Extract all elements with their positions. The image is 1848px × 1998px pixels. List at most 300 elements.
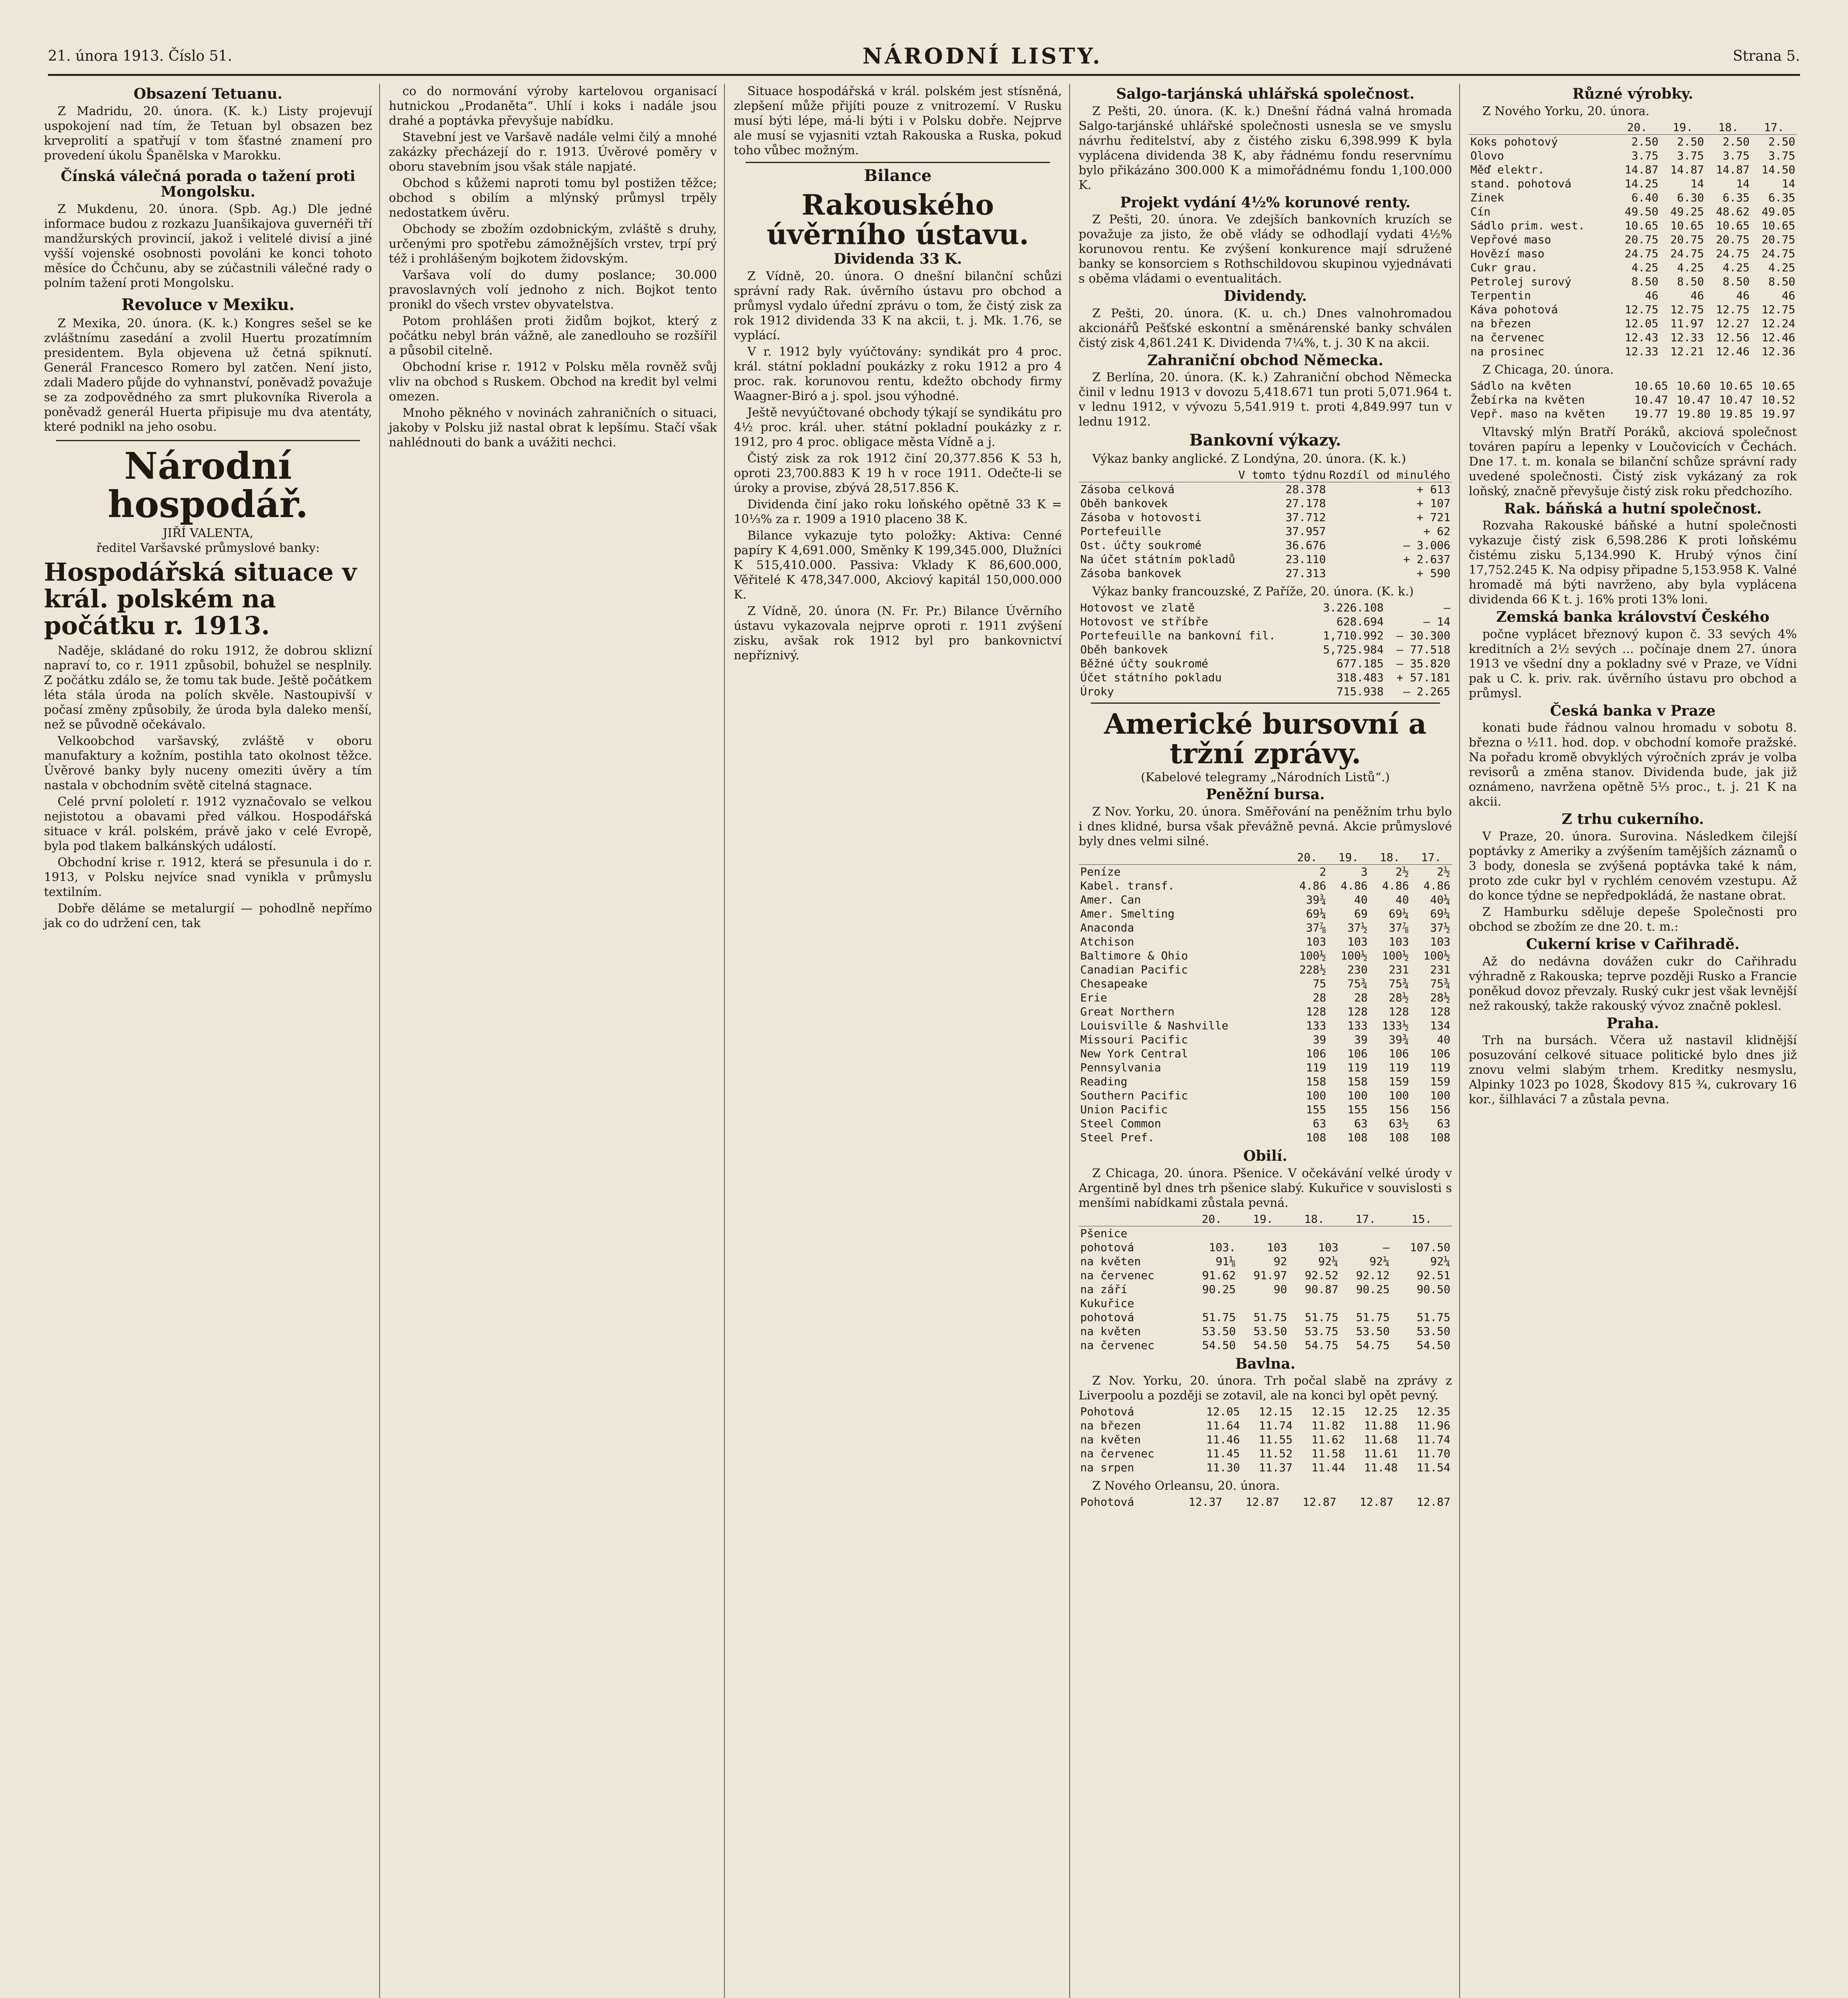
table-row bbox=[1469, 316, 1797, 330]
columns bbox=[44, 84, 1804, 1998]
table-cell: 39¾ bbox=[1388, 1033, 1409, 1046]
table-cell: 51.75 bbox=[1416, 1310, 1450, 1324]
table-cell: 20.75 bbox=[1716, 233, 1750, 246]
table-row bbox=[1079, 671, 1452, 685]
headline: Zemská banka království Českého bbox=[1496, 609, 1770, 626]
table-cell: + 590 bbox=[1416, 567, 1450, 580]
table-cell: 2 bbox=[1319, 865, 1327, 878]
table-header-cell bbox=[1079, 850, 1287, 865]
table-cell: 27.313 bbox=[1285, 567, 1326, 580]
table-cell: + 613 bbox=[1416, 483, 1450, 496]
table-row bbox=[1079, 1089, 1452, 1102]
table-cell: na červenec bbox=[1080, 1338, 1154, 1352]
table-cell: 11.54 bbox=[1416, 1461, 1450, 1475]
headline: Česká banka v Praze bbox=[1550, 702, 1716, 719]
table-cell: Steel Common bbox=[1080, 1116, 1161, 1130]
table-cell: 2½ bbox=[1395, 865, 1409, 878]
table-cell bbox=[1289, 1296, 1340, 1310]
table-cell: 48.62 bbox=[1716, 205, 1750, 218]
table-cell: 318.483 bbox=[1336, 671, 1384, 685]
table-cell: 100 bbox=[1388, 1089, 1409, 1102]
table-cell: 11.48 bbox=[1364, 1461, 1398, 1475]
table-row bbox=[1469, 191, 1797, 205]
table-cell: 11.46 bbox=[1206, 1433, 1240, 1447]
table-cell: — 35.820 bbox=[1396, 657, 1450, 671]
table-cell: 75¾ bbox=[1347, 977, 1368, 990]
table-cell: 51.75 bbox=[1202, 1310, 1236, 1324]
table-row bbox=[1079, 963, 1452, 977]
paragraph: co do normování výroby kartelovou organisací hutnickou „Prodaněta“. Uhlí i koks i nadále jsou drahé a poptávka převyšuje nabídku. bbox=[389, 84, 717, 128]
table-cell: 46 bbox=[1645, 289, 1659, 302]
table-cell: 134 bbox=[1430, 1019, 1450, 1032]
table-cell: 4.86 bbox=[1299, 879, 1327, 892]
author: JIŘÍ VALENTA, bbox=[163, 526, 253, 540]
paragraph: Z Nov. Yorku, 20. února. Trh počal slabě na zprávy z Liverpoolu a později se zotavil, ale na konci byl opět pevný. bbox=[1078, 1374, 1452, 1403]
table-cell: 10.65 bbox=[1670, 219, 1704, 232]
table-header-cell: 18. bbox=[1706, 120, 1751, 135]
table-cell: 39¾ bbox=[1306, 893, 1327, 906]
table-cell: 12.37 bbox=[1188, 1495, 1223, 1509]
headline: Revoluce v Mexiku. bbox=[121, 295, 295, 314]
headline-big: Rakouského úvěrního ústavu. bbox=[766, 188, 1029, 251]
subheadline: Výkaz banky anglické. Z Londýna, 20. února. (K. k.) bbox=[1092, 452, 1406, 466]
table-row bbox=[1079, 1047, 1452, 1061]
table-cell: 106 bbox=[1430, 1047, 1450, 1060]
table-row bbox=[1079, 629, 1452, 643]
table-row bbox=[1469, 393, 1797, 407]
table-cell: 46 bbox=[1782, 289, 1796, 302]
bank-of-france-table bbox=[1079, 601, 1452, 699]
table-cell: 3 bbox=[1361, 865, 1368, 878]
table-cell: 53.75 bbox=[1305, 1324, 1339, 1338]
table-cell: 155 bbox=[1306, 1102, 1327, 1116]
table-cell: 91⅛ bbox=[1215, 1254, 1236, 1268]
table-cell: 159 bbox=[1430, 1075, 1450, 1088]
table-cell: Žebírka na květen bbox=[1470, 393, 1585, 406]
table-cell: 75¾ bbox=[1430, 977, 1450, 990]
table-cell: 69 bbox=[1354, 907, 1368, 920]
table-cell: Účet státního pokladu bbox=[1080, 671, 1222, 685]
table-row bbox=[1079, 1268, 1452, 1282]
table-cell: 12.75 bbox=[1716, 302, 1750, 316]
table-cell: 11.74 bbox=[1259, 1419, 1293, 1433]
table-cell: Sádlo na květen bbox=[1470, 379, 1571, 392]
table-cell: 100½ bbox=[1423, 949, 1450, 962]
table-row bbox=[1079, 615, 1452, 629]
table-cell: 24.75 bbox=[1761, 247, 1796, 260]
table-row bbox=[1079, 601, 1452, 615]
table-cell: 37⅞ bbox=[1388, 921, 1409, 934]
cotton-orleans-table bbox=[1079, 1495, 1452, 1509]
table-cell: stand. pohotová bbox=[1470, 177, 1571, 190]
table-cell: 49.05 bbox=[1761, 205, 1796, 218]
table-cell: 128 bbox=[1430, 1005, 1450, 1018]
table-cell: 10.60 bbox=[1677, 379, 1711, 392]
table-header-cell: 20. bbox=[1614, 120, 1660, 135]
table-cell: 90.25 bbox=[1356, 1282, 1390, 1296]
table-cell: 2½ bbox=[1437, 865, 1450, 878]
table-cell: Sádlo prim. west. bbox=[1470, 219, 1585, 232]
table-cell: Vepřové maso bbox=[1470, 233, 1552, 246]
paragraph: V Praze, 20. února. Surovina. Následkem čilejší poptávky z Ameriky a zvýšením tamějších záznamů o 3 body, donesla se zvýšená poptávka také k nám, proto zde cukr byl v rychlém cenovém vzestupu. Až do konce týdne se nepředpokládá, že nastane obrat. bbox=[1468, 829, 1797, 903]
table-cell: 49.25 bbox=[1670, 205, 1704, 218]
section-banner-narodni-hospodar: Národní hospodář. bbox=[107, 444, 308, 526]
table-cell: 11.44 bbox=[1311, 1461, 1345, 1475]
table-cell: Union Pacific bbox=[1080, 1102, 1168, 1116]
table-cell: 63½ bbox=[1388, 1116, 1409, 1130]
table-cell: 128 bbox=[1388, 1005, 1409, 1018]
table-cell: 4.25 bbox=[1677, 261, 1704, 274]
table-row bbox=[1469, 149, 1797, 163]
table-cell bbox=[1391, 1296, 1452, 1310]
paragraph: Z Hamburku sděluje depeše Společnosti pro obchod se zbožím ze dne 20. t. m.: bbox=[1468, 905, 1797, 934]
column-2 bbox=[389, 84, 725, 1998]
table-cell: 14.25 bbox=[1625, 177, 1659, 190]
table-cell: 28 bbox=[1354, 991, 1368, 1004]
table-cell: 231 bbox=[1430, 963, 1450, 976]
paragraph: Naděje, skládané do roku 1912, že dobrou sklizní napraví to, co r. 1911 způsobil, bohužel se nesplnily. Z počátku zdálo se, že tomu tak bude. Ještě počátkem léta stála úroda na polích skvěle. Nastoupivší v počasí změny způsobily, že úroda byla daleko menší, než se původně očekávalo. bbox=[44, 643, 372, 732]
section-banner-americke: Americké bursovní a tržní zprávy. bbox=[1104, 707, 1427, 770]
table-cell: 54.50 bbox=[1202, 1338, 1236, 1352]
table-header-cell: 18. bbox=[1369, 850, 1411, 865]
subheadline: Z Chicaga, 20. února. bbox=[1482, 362, 1614, 377]
table-cell: — 14 bbox=[1423, 615, 1450, 629]
table-row bbox=[1079, 1433, 1452, 1447]
table-cell: 11.64 bbox=[1206, 1419, 1240, 1433]
table-cell: Baltimore & Ohio bbox=[1080, 949, 1188, 962]
table-cell: 14.87 bbox=[1670, 163, 1704, 176]
table-cell: na září bbox=[1080, 1282, 1128, 1296]
table-cell: Terpentin bbox=[1470, 289, 1531, 302]
table-cell: Pohotová bbox=[1080, 1495, 1134, 1509]
table-cell: 12.75 bbox=[1625, 302, 1659, 316]
table-cell: 63 bbox=[1437, 1116, 1450, 1130]
table-cell: 119 bbox=[1306, 1061, 1327, 1074]
table-cell: 12.46 bbox=[1716, 344, 1750, 358]
table-cell: 228½ bbox=[1299, 963, 1327, 976]
table-cell: 14 bbox=[1736, 177, 1750, 190]
table-cell: New York Central bbox=[1080, 1047, 1188, 1060]
table-row bbox=[1079, 524, 1452, 538]
chicago-table bbox=[1469, 379, 1797, 421]
table-cell: 155 bbox=[1347, 1102, 1368, 1116]
table-cell: 37½ bbox=[1430, 921, 1450, 934]
table-cell: 12.15 bbox=[1311, 1405, 1345, 1419]
table-cell: 24.75 bbox=[1670, 247, 1704, 260]
table-cell: 106 bbox=[1306, 1047, 1327, 1060]
table-cell: Amer. Smelting bbox=[1080, 907, 1175, 920]
table-cell: 12.27 bbox=[1716, 316, 1750, 330]
table-cell: Zásoba celková bbox=[1080, 483, 1175, 496]
table-cell: 49.50 bbox=[1625, 205, 1659, 218]
table-cell: 75¾ bbox=[1388, 977, 1409, 990]
table-cell: 10.65 bbox=[1761, 379, 1796, 392]
table-cell: 108 bbox=[1388, 1130, 1409, 1144]
table-cell: 133½ bbox=[1382, 1019, 1409, 1032]
table-cell bbox=[1391, 1226, 1452, 1240]
paragraph: Vltavský mlýn Bratří Poráků, akciová společnost továren papíru a lepenky v Loučovicích v Čechách. Dne 17. t. m. konala se bilanční schůze správní rady uvedené společnosti. Čistý zisk vykázaný za rok loňský, značně převyšuje čistý zisk roku předchozího. bbox=[1468, 425, 1797, 498]
table-cell: Anaconda bbox=[1080, 921, 1134, 934]
headline: Dividendy. bbox=[1223, 288, 1307, 305]
table-cell: 3.75 bbox=[1768, 149, 1796, 162]
table-cell: 54.50 bbox=[1416, 1338, 1450, 1352]
bank-of-england-table bbox=[1079, 468, 1452, 580]
paragraph: Situace hospodářská v král. polském jest stísněná, zlepšení může přijíti pouze z vnitrozemí. V Rusku musí býti lépe, má-li býti i v Polsku dobře. Nejprve ale musí se vyjasniti vztah Rakouska a Ruska, pokud toho vůbec možným. bbox=[734, 84, 1062, 157]
table-cell: 133 bbox=[1306, 1019, 1327, 1032]
table-cell: 90.50 bbox=[1416, 1282, 1450, 1296]
table-cell: 46 bbox=[1690, 289, 1704, 302]
table-cell: 2.50 bbox=[1723, 135, 1750, 148]
table-row bbox=[1469, 302, 1797, 316]
table-cell: 12.24 bbox=[1761, 316, 1796, 330]
table-cell: Hotovost ve stříbře bbox=[1080, 615, 1208, 629]
table-cell: 40 bbox=[1437, 1033, 1450, 1046]
subheadline: Výkaz banky francouzské, Z Paříže, 20. února. (K. k.) bbox=[1092, 585, 1414, 599]
table-row bbox=[1079, 907, 1452, 921]
paragraph: Z Pešti, 20. února. Ve zdejších bankovních kruzích se považuje za jisto, že obě vlády se odhodlají vydati 4½% korunovou rentu. Ke zvýšení konkurence mají sdružené banky se konsorciem s Rothschildovou skupinou vyjednávati s oběma vládami o eventualitách. bbox=[1078, 213, 1452, 286]
table-cell: 119 bbox=[1388, 1061, 1409, 1074]
table-cell: 92¼ bbox=[1318, 1254, 1339, 1268]
table-cell: 156 bbox=[1430, 1102, 1450, 1116]
table-cell: 12.75 bbox=[1761, 302, 1796, 316]
table-cell: 14.87 bbox=[1716, 163, 1750, 176]
table-cell: Hovězí maso bbox=[1470, 247, 1545, 260]
table-header-cell: 18. bbox=[1289, 1212, 1340, 1226]
headline: Bankovní výkazy. bbox=[1189, 431, 1341, 450]
table-cell: 54.75 bbox=[1356, 1338, 1390, 1352]
author-role: ředitel Varšavské průmyslové banky: bbox=[96, 541, 320, 555]
paragraph: Potom prohlášen proti židům bojkot, který z počátku nebyl brán vážně, ale zanedlouho se rozšířil a působil citelně. bbox=[389, 314, 717, 358]
table-cell: 2.50 bbox=[1631, 135, 1659, 148]
table-cell: 100½ bbox=[1299, 949, 1327, 962]
headline: Obsazení Tetuanu. bbox=[133, 86, 282, 102]
table-cell: Canadian Pacific bbox=[1080, 963, 1188, 976]
table-cell: Louisville & Nashville bbox=[1080, 1019, 1229, 1032]
article-mexico bbox=[44, 296, 372, 434]
table-cell: 19.85 bbox=[1719, 407, 1753, 420]
table-cell: Southern Pacific bbox=[1080, 1089, 1188, 1102]
table-header-cell bbox=[1079, 1212, 1186, 1226]
paragraph: Z Vídně, 20. února. O dnešní bilanční schůzi správní rady Rak. úvěrního ústavu pro obchod a průmysl vydalo úřední zprávu o tom, že čistý zisk za rok 1912 dividenda 33 K na akcii, t. j. Mk. 1.76, se vyplácí. bbox=[734, 269, 1062, 342]
table-row bbox=[1469, 289, 1797, 302]
table-cell: 156 bbox=[1388, 1102, 1409, 1116]
table-cell: 100½ bbox=[1341, 949, 1368, 962]
table-cell: 8.50 bbox=[1677, 275, 1704, 288]
table-cell: 107.50 bbox=[1410, 1240, 1450, 1254]
table-cell: 19.80 bbox=[1677, 407, 1711, 420]
table-cell: 24.75 bbox=[1625, 247, 1659, 260]
table-cell: 12.25 bbox=[1364, 1405, 1398, 1419]
table-cell: 103 bbox=[1318, 1240, 1339, 1254]
table-cell: 8.50 bbox=[1631, 275, 1659, 288]
table-row bbox=[1469, 163, 1797, 177]
table-cell: na prosinec bbox=[1470, 344, 1545, 358]
table-cell: 12.33 bbox=[1670, 330, 1704, 344]
table-cell: Great Northern bbox=[1080, 1005, 1175, 1018]
table-cell: 14.87 bbox=[1625, 163, 1659, 176]
table-header-cell: V tomto týdnu bbox=[1237, 468, 1327, 482]
table-cell: 11.96 bbox=[1416, 1419, 1450, 1433]
paragraph: Z Pešti, 20. února. (K. k.) Dnešní řádná valná hromada Salgo-tarjánské uhlářské společnosti usnesla se ve smyslu návrhu ředitelství, aby z čistého zisku 6,398.999 K byla vyplácena dividenda 38 K, aby řádnému fondu reservnímu bylo přikázáno 300.000 K a mimořádnému fondu 1,100.000 K. bbox=[1078, 104, 1452, 192]
table-row bbox=[1079, 893, 1452, 907]
table-row bbox=[1079, 1324, 1452, 1338]
table-row bbox=[1079, 657, 1452, 671]
table-cell: 10.47 bbox=[1719, 393, 1753, 406]
table-cell: 158 bbox=[1347, 1075, 1368, 1088]
issue-date: 21. února 1913. Číslo 51. bbox=[48, 48, 232, 64]
table-cell: 54.50 bbox=[1253, 1338, 1287, 1352]
table-cell: 11.58 bbox=[1311, 1447, 1345, 1461]
paragraph: Obchod s kůžemi naproti tomu byl postižen těžce; obchod s obilím a mlýnský průmysl trpěly nedostatkem úvěru. bbox=[389, 176, 717, 220]
table-row bbox=[1079, 1296, 1452, 1310]
paragraph: Celé první pololetí r. 1912 vyznačovalo se velkou nejistotou a obavami před válkou. Hospodářská situace v král. polském, právě jako v celé Evropě, byla pod tlakem balkánských událostí. bbox=[44, 794, 372, 853]
table-row bbox=[1079, 510, 1452, 524]
table-cell: 103. bbox=[1209, 1240, 1236, 1254]
table-header-cell: 20. bbox=[1186, 1212, 1237, 1226]
table-cell: 3.75 bbox=[1677, 149, 1704, 162]
table-cell: 11.30 bbox=[1206, 1461, 1240, 1475]
table-cell: 28 bbox=[1313, 991, 1327, 1004]
table-cell: Reading bbox=[1080, 1075, 1128, 1088]
table-cell: 4.25 bbox=[1768, 261, 1796, 274]
paragraph: Trh na bursách. Včera už nastavil klidnější posuzování celkové situace politické bylo dnes již znovu velmi slabým trhem. Kreditky nesmyslu, Alpinky 1023 po 1028, Škodovy 815 ¾, cukrovary 16 kor., šilhlaváci 7 a zůstala pevna. bbox=[1468, 1033, 1797, 1107]
table-row bbox=[1079, 864, 1452, 879]
table-cell: 103 bbox=[1347, 935, 1368, 948]
table-cell: 12.36 bbox=[1761, 344, 1796, 358]
table-row bbox=[1079, 991, 1452, 1005]
table-cell bbox=[1186, 1296, 1237, 1310]
table-cell: 24.75 bbox=[1716, 247, 1750, 260]
table-cell: Kabel. transf. bbox=[1080, 879, 1175, 892]
table-cell: 11.37 bbox=[1259, 1461, 1293, 1475]
table-cell: Zásoba v hotovosti bbox=[1080, 511, 1201, 524]
paragraph: Dividenda činí jako roku loňského opětně 33 K = 10⅓% za r. 1909 a 1910 placeno 38 K. bbox=[734, 497, 1062, 526]
table-cell: — 30.300 bbox=[1396, 629, 1450, 643]
table-row bbox=[1079, 949, 1452, 963]
table-cell: 39 bbox=[1354, 1033, 1368, 1046]
table-cell: 8.50 bbox=[1723, 275, 1750, 288]
table-cell: 12.05 bbox=[1206, 1405, 1240, 1419]
table-row bbox=[1079, 496, 1452, 510]
table-cell: 53.50 bbox=[1202, 1324, 1236, 1338]
table-row bbox=[1079, 552, 1452, 566]
table-row bbox=[1079, 566, 1452, 580]
headline: Peněžní bursa. bbox=[1206, 786, 1325, 803]
table-cell: 5,725.984 bbox=[1323, 643, 1384, 657]
grain-table bbox=[1079, 1212, 1452, 1352]
table-cell: 36.676 bbox=[1285, 539, 1326, 552]
table-cell: 28½ bbox=[1430, 991, 1450, 1004]
headline: Různé výrobky. bbox=[1572, 86, 1693, 102]
table-row bbox=[1469, 379, 1797, 393]
headline: Rak. báňská a hutní společnost. bbox=[1504, 500, 1762, 517]
headline: Projekt vydání 4½% korunové renty. bbox=[1120, 194, 1411, 211]
table-cell: 11.52 bbox=[1259, 1447, 1293, 1461]
paragraph: Rozvaha Rakouské báňské a hutní společnosti vykazuje čistý zisk 6,598.286 K proti loňskému čistému zisku 5,134.990 K. Hrubý výnos činí 17,752.245 K. Na odpisy připadne 5,153.958 K. Valné hromadě má býti navrženo, aby byla vyplácena dividenda 66 K t. j. 16% proti 13% loni. bbox=[1468, 519, 1797, 607]
table-cell: 715.938 bbox=[1336, 685, 1384, 699]
table-row bbox=[1079, 935, 1452, 949]
table-cell: + 62 bbox=[1423, 525, 1450, 538]
table-cell: 91.62 bbox=[1202, 1268, 1236, 1282]
table-cell: 11.55 bbox=[1259, 1433, 1293, 1447]
table-cell: Vepř. maso na květen bbox=[1470, 407, 1605, 420]
table-cell: 158 bbox=[1306, 1075, 1327, 1088]
headline: Čínská válečná porada o tažení proti Mongolsku. bbox=[60, 167, 356, 201]
headline: Zahraniční obchod Německa. bbox=[1147, 352, 1384, 369]
table-cell: 12.87 bbox=[1416, 1495, 1450, 1509]
table-cell: 128 bbox=[1306, 1005, 1327, 1018]
table-cell: Petrolej surový bbox=[1470, 275, 1571, 288]
table-cell: 28½ bbox=[1388, 991, 1409, 1004]
article-text: Z Mukdenu, 20. února. (Spb. Ag.) Dle jedné informace budou z rozkazu Juanšikajova guvernéři tří mandžurských provincií, jakož i velitelé divisí a jiné vyšší vojenské osobnosti povoláni ke konci tohoto měsíce do Čchčunu, aby se zúčastnili válečné rady o polním tažení proti Mongolsku. bbox=[44, 202, 372, 290]
table-cell: + 721 bbox=[1416, 511, 1450, 524]
table-cell: 231 bbox=[1388, 963, 1409, 976]
table-cell: 92¼ bbox=[1430, 1254, 1450, 1268]
table-cell: 2.50 bbox=[1677, 135, 1704, 148]
table-cell: 51.75 bbox=[1253, 1310, 1287, 1324]
table-cell: 11.97 bbox=[1670, 316, 1704, 330]
table-cell: Úroky bbox=[1080, 685, 1114, 699]
table-cell: 11.62 bbox=[1311, 1433, 1345, 1447]
table-header-cell: 17. bbox=[1410, 850, 1452, 865]
table-row bbox=[1079, 1061, 1452, 1075]
table-cell bbox=[1340, 1226, 1391, 1240]
table-cell: 90 bbox=[1273, 1282, 1287, 1296]
table-cell: 23.110 bbox=[1285, 553, 1326, 566]
table-cell: 159 bbox=[1388, 1075, 1409, 1088]
stock-table bbox=[1079, 850, 1452, 1144]
table-cell: na červenec bbox=[1470, 330, 1545, 344]
table-cell: 51.75 bbox=[1356, 1310, 1390, 1324]
table-header-cell: Rozdíl od minulého bbox=[1327, 468, 1452, 482]
table-row bbox=[1079, 1419, 1452, 1433]
article-title: Hospodářská situace v král. polském na počátku r. 1913. bbox=[44, 557, 357, 640]
table-cell: 10.65 bbox=[1625, 219, 1659, 232]
table-header-cell: 19. bbox=[1660, 120, 1705, 135]
table-cell: Na účet státním pokladů bbox=[1080, 553, 1235, 566]
table-cell: 10.47 bbox=[1677, 393, 1711, 406]
dividend-line: Dividenda 33 K. bbox=[833, 251, 962, 267]
table-cell: 3.75 bbox=[1631, 149, 1659, 162]
table-cell: Chesapeake bbox=[1080, 977, 1148, 990]
table-row bbox=[1079, 1338, 1452, 1352]
table-cell: Amer. Can bbox=[1080, 893, 1141, 906]
table-cell: 54.75 bbox=[1305, 1338, 1339, 1352]
column-5 bbox=[1469, 84, 1804, 1998]
table-cell: 37⅞ bbox=[1306, 921, 1327, 934]
table-cell: na červenec bbox=[1080, 1268, 1154, 1282]
paragraph: Z Berlína, 20. února. (K. k.) Zahraniční obchod Německa činil v lednu 1913 v dovozu 5,418.671 tun proti 5,071.964 t. v lednu 1912, v vývozu 5,541.919 t. proti 4,849.997 tun v lednu 1912. bbox=[1078, 370, 1452, 429]
table-row bbox=[1079, 1495, 1452, 1509]
table-cell: Pšenice bbox=[1080, 1226, 1128, 1240]
table-cell: Káva pohotová bbox=[1470, 302, 1558, 316]
table-cell: 63 bbox=[1313, 1116, 1327, 1130]
table-cell bbox=[1340, 1296, 1391, 1310]
table-cell: 40 bbox=[1354, 893, 1368, 906]
headline: Cukerní krise v Cařihradě. bbox=[1526, 935, 1740, 953]
table-row bbox=[1469, 330, 1797, 344]
table-row bbox=[1469, 134, 1797, 149]
table-cell: + 2.637 bbox=[1403, 553, 1450, 566]
table-header-cell: 17. bbox=[1340, 1212, 1391, 1226]
table-row bbox=[1079, 1254, 1452, 1268]
banner-sub: (Kabelové telegramy „Národních Listů“.) bbox=[1141, 770, 1390, 785]
table-cell: 75 bbox=[1313, 977, 1327, 990]
table-row bbox=[1079, 1447, 1452, 1461]
table-cell: pohotová bbox=[1080, 1310, 1134, 1324]
table-cell: 10.65 bbox=[1761, 219, 1796, 232]
table-row bbox=[1079, 1226, 1452, 1240]
